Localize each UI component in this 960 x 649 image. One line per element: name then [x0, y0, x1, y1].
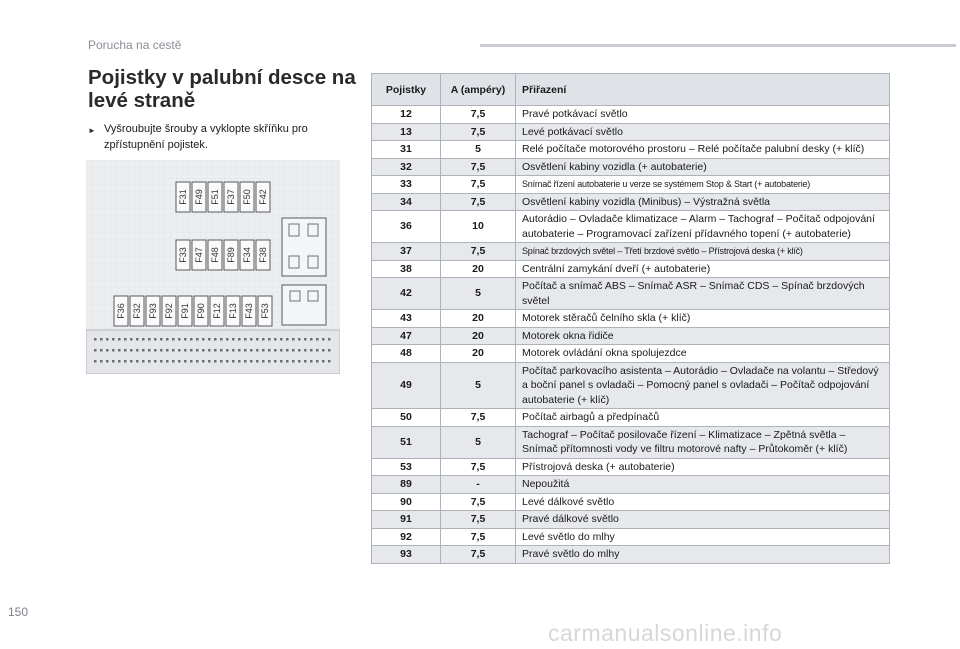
fuse-number: 42: [372, 278, 441, 310]
connector-pin: [268, 338, 271, 341]
connector-pin: [142, 338, 145, 341]
connector-pin: [256, 360, 259, 363]
connector-pin: [196, 349, 199, 352]
table-row: [372, 409, 890, 427]
fuse-label: F12: [212, 303, 222, 319]
connector-pin: [220, 338, 223, 341]
connector-pin: [310, 360, 313, 363]
fuse-number: 89: [372, 476, 441, 494]
connector-pin: [214, 349, 217, 352]
connector-pin: [154, 349, 157, 352]
connector-pin: [304, 338, 307, 341]
fuse-table: [371, 73, 890, 564]
fuse-amps: 7,5: [441, 176, 516, 194]
connector-pin: [292, 360, 295, 363]
fuse-label: F36: [116, 303, 126, 319]
fuse-assignment: Snímač řízení autobaterie u verze se systémem Stop & Start (+ autobaterie): [516, 176, 890, 194]
fuse-assignment: Počítač a snímač ABS – Snímač ASR – Snímač CDS – Spínač brzdových světel: [516, 278, 890, 310]
connector-pin: [232, 360, 235, 363]
connector-pin: [148, 360, 151, 363]
connector-pin: [190, 349, 193, 352]
header-rule: [480, 44, 956, 47]
connector-pin: [286, 360, 289, 363]
connector-pin: [112, 349, 115, 352]
fuse-assignment: Přístrojová deska (+ autobaterie): [516, 458, 890, 476]
fuse-amps: 7,5: [441, 546, 516, 564]
connector-pin: [118, 338, 121, 341]
table-row: [372, 458, 890, 476]
connector-pin: [322, 349, 325, 352]
connector-pin: [118, 360, 121, 363]
fuse-number: 93: [372, 546, 441, 564]
connector-pin: [172, 338, 175, 341]
connector-pin: [298, 338, 301, 341]
page-number: 150: [8, 605, 29, 619]
connector-pin: [202, 349, 205, 352]
fuse-amps: 5: [441, 426, 516, 458]
fuse-amps: 7,5: [441, 409, 516, 427]
connector-pin: [208, 338, 211, 341]
fuse-label: F43: [244, 303, 254, 319]
connector-pin: [196, 338, 199, 341]
connector-pin: [256, 349, 259, 352]
fuse-number: 48: [372, 345, 441, 363]
connector-pin: [226, 338, 229, 341]
connector-pin: [250, 349, 253, 352]
connector-pin: [106, 338, 109, 341]
connector-pin: [250, 360, 253, 363]
connector-pin: [136, 349, 139, 352]
fuse-number: 47: [372, 327, 441, 345]
connector-pin: [256, 338, 259, 341]
connector-pin: [292, 338, 295, 341]
connector-pin: [262, 338, 265, 341]
table-row: [372, 310, 890, 328]
table-row: [372, 260, 890, 278]
page-title: Pojistky v palubní desce na levé straně: [88, 66, 356, 112]
connector-pin: [166, 360, 169, 363]
connector-pin: [286, 338, 289, 341]
fuse-assignment: Počítač airbagů a předpínačů: [516, 409, 890, 427]
fuse-number: 51: [372, 426, 441, 458]
fuse-amps: 7,5: [441, 528, 516, 546]
table-row: [372, 141, 890, 159]
connector-pin: [268, 360, 271, 363]
fuse-label: F48: [210, 247, 220, 263]
table-row: [372, 493, 890, 511]
fuse-amps: 7,5: [441, 123, 516, 141]
fuse-label: F32: [132, 303, 142, 319]
fuse-assignment: Levé dálkové světlo: [516, 493, 890, 511]
connector-pin: [172, 360, 175, 363]
watermark: carmanualsonline.info: [548, 620, 783, 646]
fuse-amps: 7,5: [441, 158, 516, 176]
fuse-assignment: Počítač parkovacího asistenta – Autorádio – Ovladače na volantu – Středový a boční panel s ovladači – Pomocný panel s ovladači – Počítač odpojování autobaterie (+ klíč): [516, 362, 890, 409]
fuse-amps: 20: [441, 327, 516, 345]
column-header-amps: A (ampéry): [441, 74, 516, 106]
fuse-assignment: Osvětlení kabiny vozidla (Minibus) – Výstražná světla: [516, 193, 890, 211]
connector-pin: [322, 338, 325, 341]
fuse-amps: 10: [441, 211, 516, 243]
fuse-assignment: Autorádio – Ovladače klimatizace – Alarm – Tachograf – Počítač odpojování autobaterie – Programovací zařízení přídavného topení (+ autobaterie): [516, 211, 890, 243]
fuse-assignment: Motorek okna řidiče: [516, 327, 890, 345]
fuse-number: 91: [372, 511, 441, 529]
connector-pin: [232, 349, 235, 352]
connector-pin: [184, 360, 187, 363]
fuse-label: F92: [164, 303, 174, 319]
connector-pin: [220, 349, 223, 352]
table-row: [372, 426, 890, 458]
connector-pin: [208, 349, 211, 352]
connector-pin: [238, 338, 241, 341]
fuse-amps: 20: [441, 310, 516, 328]
connector-pin: [94, 349, 97, 352]
instruction: [88, 121, 346, 153]
fuse-number: 50: [372, 409, 441, 427]
connector-pin: [106, 360, 109, 363]
connector-pin: [274, 360, 277, 363]
connector-pin: [118, 349, 121, 352]
fuse-assignment: Nepoužitá: [516, 476, 890, 494]
connector-pin: [292, 349, 295, 352]
arrow-right-icon: ►: [88, 126, 96, 135]
fuse-number: 37: [372, 243, 441, 261]
fuse-number: 90: [372, 493, 441, 511]
connector-pin: [100, 338, 103, 341]
fuse-number: 33: [372, 176, 441, 194]
table-row: [372, 476, 890, 494]
table-row: [372, 528, 890, 546]
connector-pin: [94, 360, 97, 363]
connector-pin: [244, 360, 247, 363]
fuse-label: F37: [226, 189, 236, 205]
connector-pin: [238, 349, 241, 352]
connector-pin: [130, 338, 133, 341]
fuse-label: F38: [258, 247, 268, 263]
connector-pin: [172, 349, 175, 352]
table-row: [372, 327, 890, 345]
fuse-amps: 5: [441, 278, 516, 310]
connector-pin: [268, 349, 271, 352]
connector-pin: [130, 360, 133, 363]
connector-pin: [148, 338, 151, 341]
connector-pin: [310, 349, 313, 352]
table-row: [372, 123, 890, 141]
connector-pin: [232, 338, 235, 341]
connector-pin: [244, 349, 247, 352]
fuse-assignment: Levé světlo do mlhy: [516, 528, 890, 546]
fuse-number: 36: [372, 211, 441, 243]
column-header-assignment: Přiřazení: [516, 74, 890, 106]
connector-pin: [142, 360, 145, 363]
column-header-fuse: Pojistky: [372, 74, 441, 106]
connector-pin: [220, 360, 223, 363]
connector-pin: [226, 360, 229, 363]
connector-pin: [124, 360, 127, 363]
connector-pin: [148, 349, 151, 352]
connector-pin: [94, 338, 97, 341]
connector-pin: [262, 349, 265, 352]
fuse-label: F89: [226, 247, 236, 263]
fuse-amps: 7,5: [441, 106, 516, 124]
connector-pin: [178, 338, 181, 341]
connector-pin: [100, 360, 103, 363]
table-row: [372, 158, 890, 176]
connector-pin: [250, 338, 253, 341]
fuse-label: F31: [178, 189, 188, 205]
connector-pin: [226, 349, 229, 352]
fuse-amps: 5: [441, 141, 516, 159]
table-row: [372, 278, 890, 310]
connector-pin: [298, 360, 301, 363]
connector-pin: [310, 338, 313, 341]
fuse-label: F13: [228, 303, 238, 319]
connector-pin: [328, 360, 331, 363]
table-row: [372, 546, 890, 564]
connector-pin: [136, 338, 139, 341]
fuse-label: F90: [196, 303, 206, 319]
table-row: [372, 211, 890, 243]
table-row: [372, 106, 890, 124]
fuse-number: 38: [372, 260, 441, 278]
connector-pin: [100, 349, 103, 352]
fuse-amps: 7,5: [441, 493, 516, 511]
table-row: [372, 362, 890, 409]
fuse-number: 31: [372, 141, 441, 159]
fuse-label: F93: [148, 303, 158, 319]
connector-pin: [262, 360, 265, 363]
table-row: [372, 193, 890, 211]
fuse-amps: 7,5: [441, 193, 516, 211]
fuse-amps: 20: [441, 260, 516, 278]
connector-pin: [280, 349, 283, 352]
section-header: Porucha na cestě: [88, 38, 182, 52]
fuse-label: F33: [178, 247, 188, 263]
connector-pin: [304, 360, 307, 363]
connector-pin: [304, 349, 307, 352]
fuse-box-diagram: [86, 160, 340, 374]
connector-pin: [124, 349, 127, 352]
connector-pin: [328, 338, 331, 341]
connector-pin: [202, 338, 205, 341]
connector-pin: [178, 360, 181, 363]
connector-pin: [238, 360, 241, 363]
connector-pin: [142, 349, 145, 352]
connector-pin: [274, 338, 277, 341]
connector-pin: [280, 360, 283, 363]
fuse-assignment: Pravé potkávací světlo: [516, 106, 890, 124]
connector-pin: [316, 349, 319, 352]
connector-pin: [214, 338, 217, 341]
connector-pin: [196, 360, 199, 363]
fuse-label: F50: [242, 189, 252, 205]
connector-pin: [160, 349, 163, 352]
connector-pin: [166, 349, 169, 352]
connector-pin: [190, 338, 193, 341]
connector-pin: [316, 360, 319, 363]
fuse-assignment: Pravé světlo do mlhy: [516, 546, 890, 564]
fuse-label: F34: [242, 247, 252, 263]
fuse-assignment: Pravé dálkové světlo: [516, 511, 890, 529]
fuse-assignment: Centrální zamykání dveří (+ autobaterie): [516, 260, 890, 278]
fuse-assignment: Levé potkávací světlo: [516, 123, 890, 141]
fuse-label: F91: [180, 303, 190, 319]
fuse-amps: 20: [441, 345, 516, 363]
fuse-number: 12: [372, 106, 441, 124]
connector-pin: [124, 338, 127, 341]
fuse-assignment: Osvětlení kabiny vozidla (+ autobaterie): [516, 158, 890, 176]
connector-pin: [280, 338, 283, 341]
fuse-amps: 7,5: [441, 243, 516, 261]
connector-pin: [202, 360, 205, 363]
fuse-label: F49: [194, 189, 204, 205]
connector-pin: [154, 360, 157, 363]
connector-pin: [244, 338, 247, 341]
table-row: [372, 176, 890, 194]
table-row: [372, 511, 890, 529]
connector-pin: [316, 338, 319, 341]
fuse-label: F47: [194, 247, 204, 263]
table-row: [372, 243, 890, 261]
fuse-label: F53: [260, 303, 270, 319]
connector-pin: [166, 338, 169, 341]
fuse-label: F42: [258, 189, 268, 205]
fuse-number: 32: [372, 158, 441, 176]
connector-pin: [178, 349, 181, 352]
connector-pin: [208, 360, 211, 363]
fuse-number: 92: [372, 528, 441, 546]
fuse-number: 53: [372, 458, 441, 476]
connector-pin: [328, 349, 331, 352]
fuse-amps: 7,5: [441, 458, 516, 476]
fuse-assignment: Motorek ovládání okna spolujezdce: [516, 345, 890, 363]
connector-pin: [214, 360, 217, 363]
connector-pin: [184, 338, 187, 341]
fuse-amps: 5: [441, 362, 516, 409]
connector-pin: [154, 338, 157, 341]
fuse-number: 49: [372, 362, 441, 409]
connector-pin: [322, 360, 325, 363]
instruction-text: Vyšroubujte šrouby a vyklopte skříňku pro zpřístupnění pojistek.: [104, 123, 308, 151]
connector-pin: [184, 349, 187, 352]
connector-pin: [130, 349, 133, 352]
table-row: [372, 345, 890, 363]
fuse-number: 13: [372, 123, 441, 141]
fuse-number: 34: [372, 193, 441, 211]
fuse-amps: 7,5: [441, 511, 516, 529]
fuse-assignment: Motorek stěračů čelního skla (+ klíč): [516, 310, 890, 328]
fuse-assignment: Spínač brzdových světel – Třetí brzdové světlo – Přístrojová deska (+ klíč): [516, 243, 890, 261]
connector-pin: [160, 360, 163, 363]
connector-pin: [136, 360, 139, 363]
connector-pin: [160, 338, 163, 341]
fuse-label: F51: [210, 189, 220, 205]
fuse-amps: -: [441, 476, 516, 494]
fuse-assignment: Relé počítače motorového prostoru – Relé počítače palubní desky (+ klíč): [516, 141, 890, 159]
connector-pin: [274, 349, 277, 352]
fuse-number: 43: [372, 310, 441, 328]
connector-pin: [298, 349, 301, 352]
connector-pin: [112, 360, 115, 363]
fuse-assignment: Tachograf – Počítač posilovače řízení – Klimatizace – Zpětná světla – Snímač přítomnosti vody ve filtru motorové nafty – Průtokoměr (+ klíč): [516, 426, 890, 458]
connector-pin: [112, 338, 115, 341]
connector-pin: [106, 349, 109, 352]
connector-pin: [286, 349, 289, 352]
connector-pin: [190, 360, 193, 363]
